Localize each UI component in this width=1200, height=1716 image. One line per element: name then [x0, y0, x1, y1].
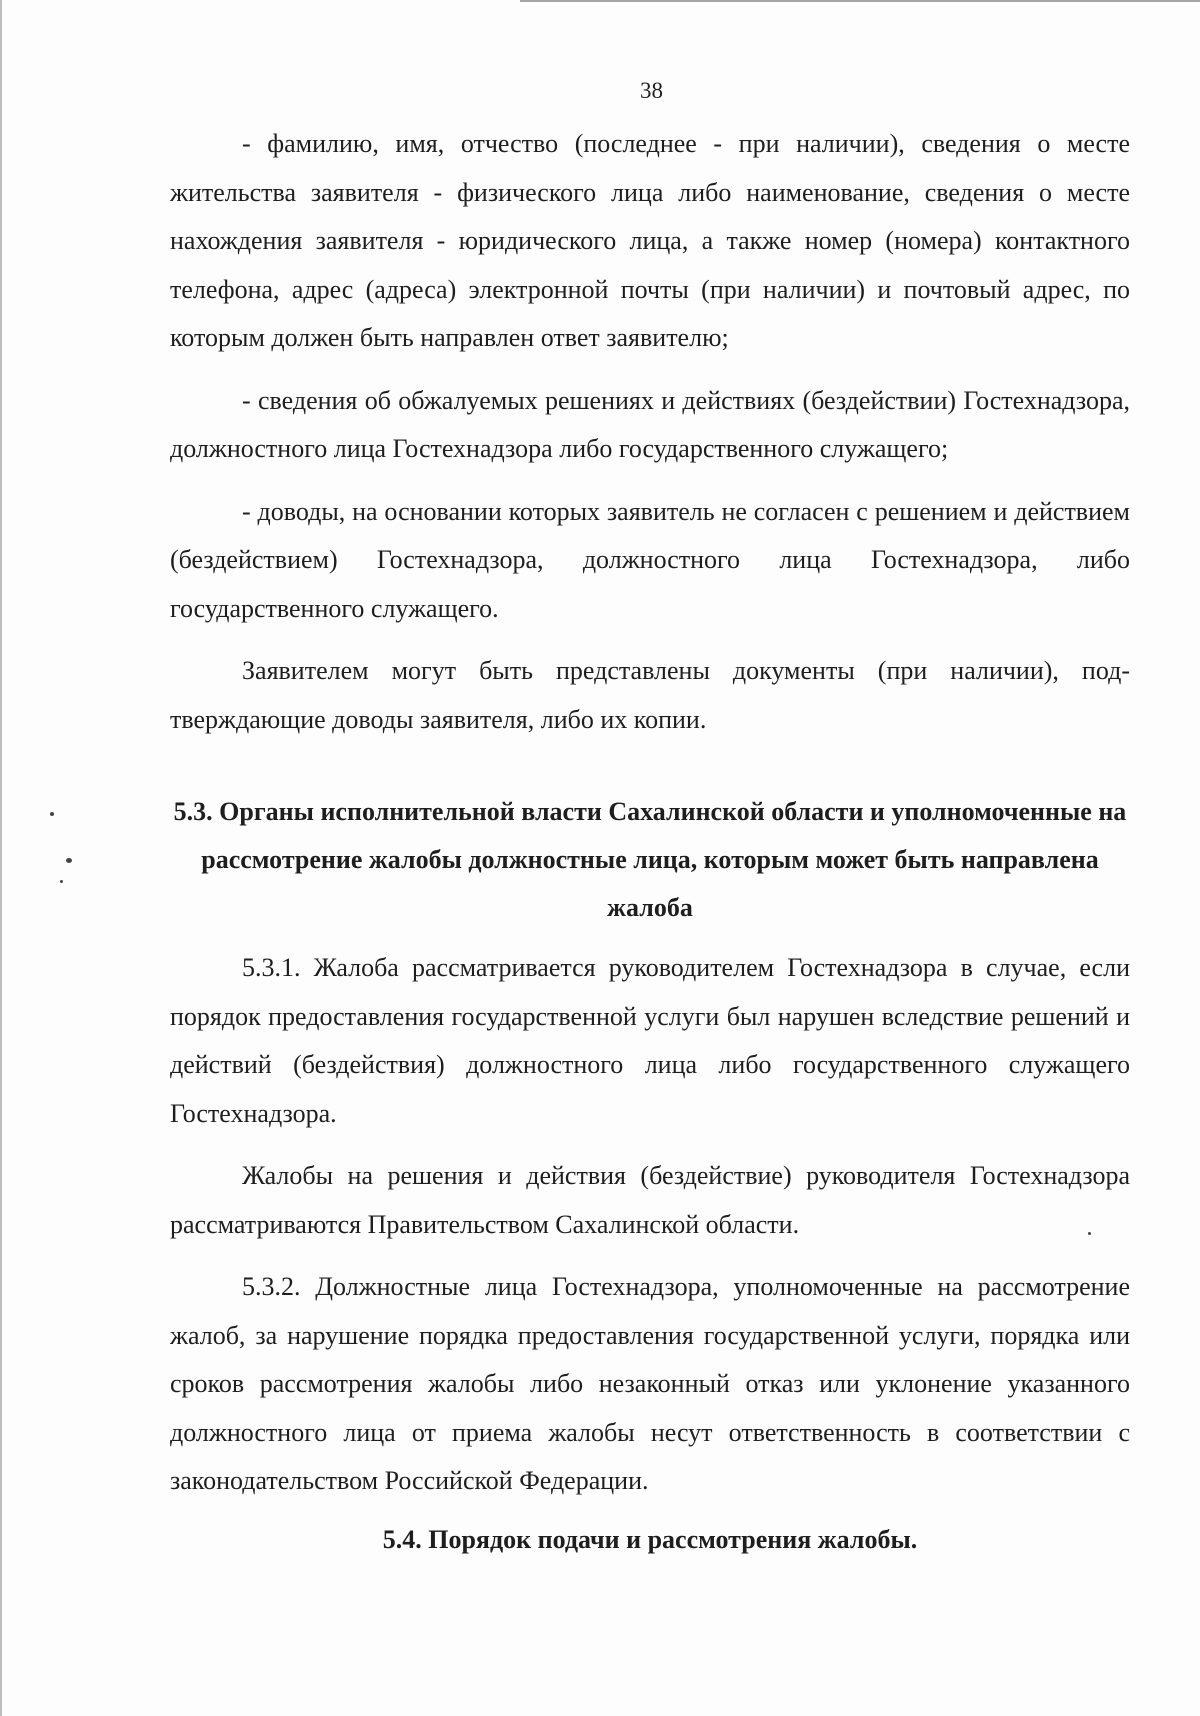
paragraph-applicant-details: - фамилию, имя, отчество (последнее - при наличии), сведения о месте жительства заявителя - физического лица либо наименование, сведения о месте нахождения заявителя - юридического лица, а также номер (номера) контактного телефона, адрес (адреса) электронной почты (при наличии) и почтовый адрес, по которым должен быть направлен ответ заявителю;: [170, 129, 1130, 352]
scan-speck: [50, 812, 54, 816]
section-heading-5-4: 5.4. Порядок подачи и рассмотрения жалобы.: [382, 1525, 918, 1554]
paragraph-arguments: - доводы, на основании которых заявитель не согласен с решением и действием (бездействием) Гостехнадзора, должностного лица Гостехнадзора, либо государственного служащего.: [170, 496, 1130, 623]
scan-speck: [66, 858, 72, 863]
scan-edge-left: [0, 0, 2, 1716]
section-heading-5-3: 5.3. Органы исполнительной власти Сахалинской области и уполномоченные на рассмотрение жалобы должностные лица, которым может быть направлена жалоба: [173, 797, 1127, 922]
section-5-3-body: [170, 944, 1130, 1506]
requirements-list: [170, 120, 1130, 744]
paragraph-head-complaints: Жалобы на решения и действия (бездействие) руководителя Гостехнадзора рассматриваются Правительством Сахалинской области.: [170, 1161, 1130, 1239]
paragraph-supporting-documents: Заявителем могут быть представлены документы (при наличии), подтверждающие доводы заявителя, либо их копии.: [170, 656, 1130, 734]
paragraph-appealed-decisions: - сведения об обжалуемых решениях и действиях (бездействии) Гостехнадзора, должностного лица Гостехнадзора либо государственного служащего;: [170, 385, 1130, 463]
paragraph-5-3-2: 5.3.2. Должностные лица Гостехнадзора, уполномоченные на рассмотрение жалоб, за нарушение порядка предоставления государственной услуги, порядка или сроков рассмотрения жалобы либо незаконный отказ или уклонение указанного должностного лица от приема жалобы несут ответственность в соответствии с законодательством Российской Федерации.: [170, 1272, 1130, 1495]
paragraph-5-3-1: 5.3.1. Жалоба рассматривается руководителем Гостехнадзора в случае, если порядок предоставления государственной услуги был нарушен вследствие решений и действий (бездействия) должностного лица либо государственного служащего Гостехнадзора.: [170, 953, 1130, 1128]
scan-speck: [60, 880, 63, 883]
page-number: 38: [640, 78, 663, 103]
scan-edge-top: [520, 0, 1200, 2]
